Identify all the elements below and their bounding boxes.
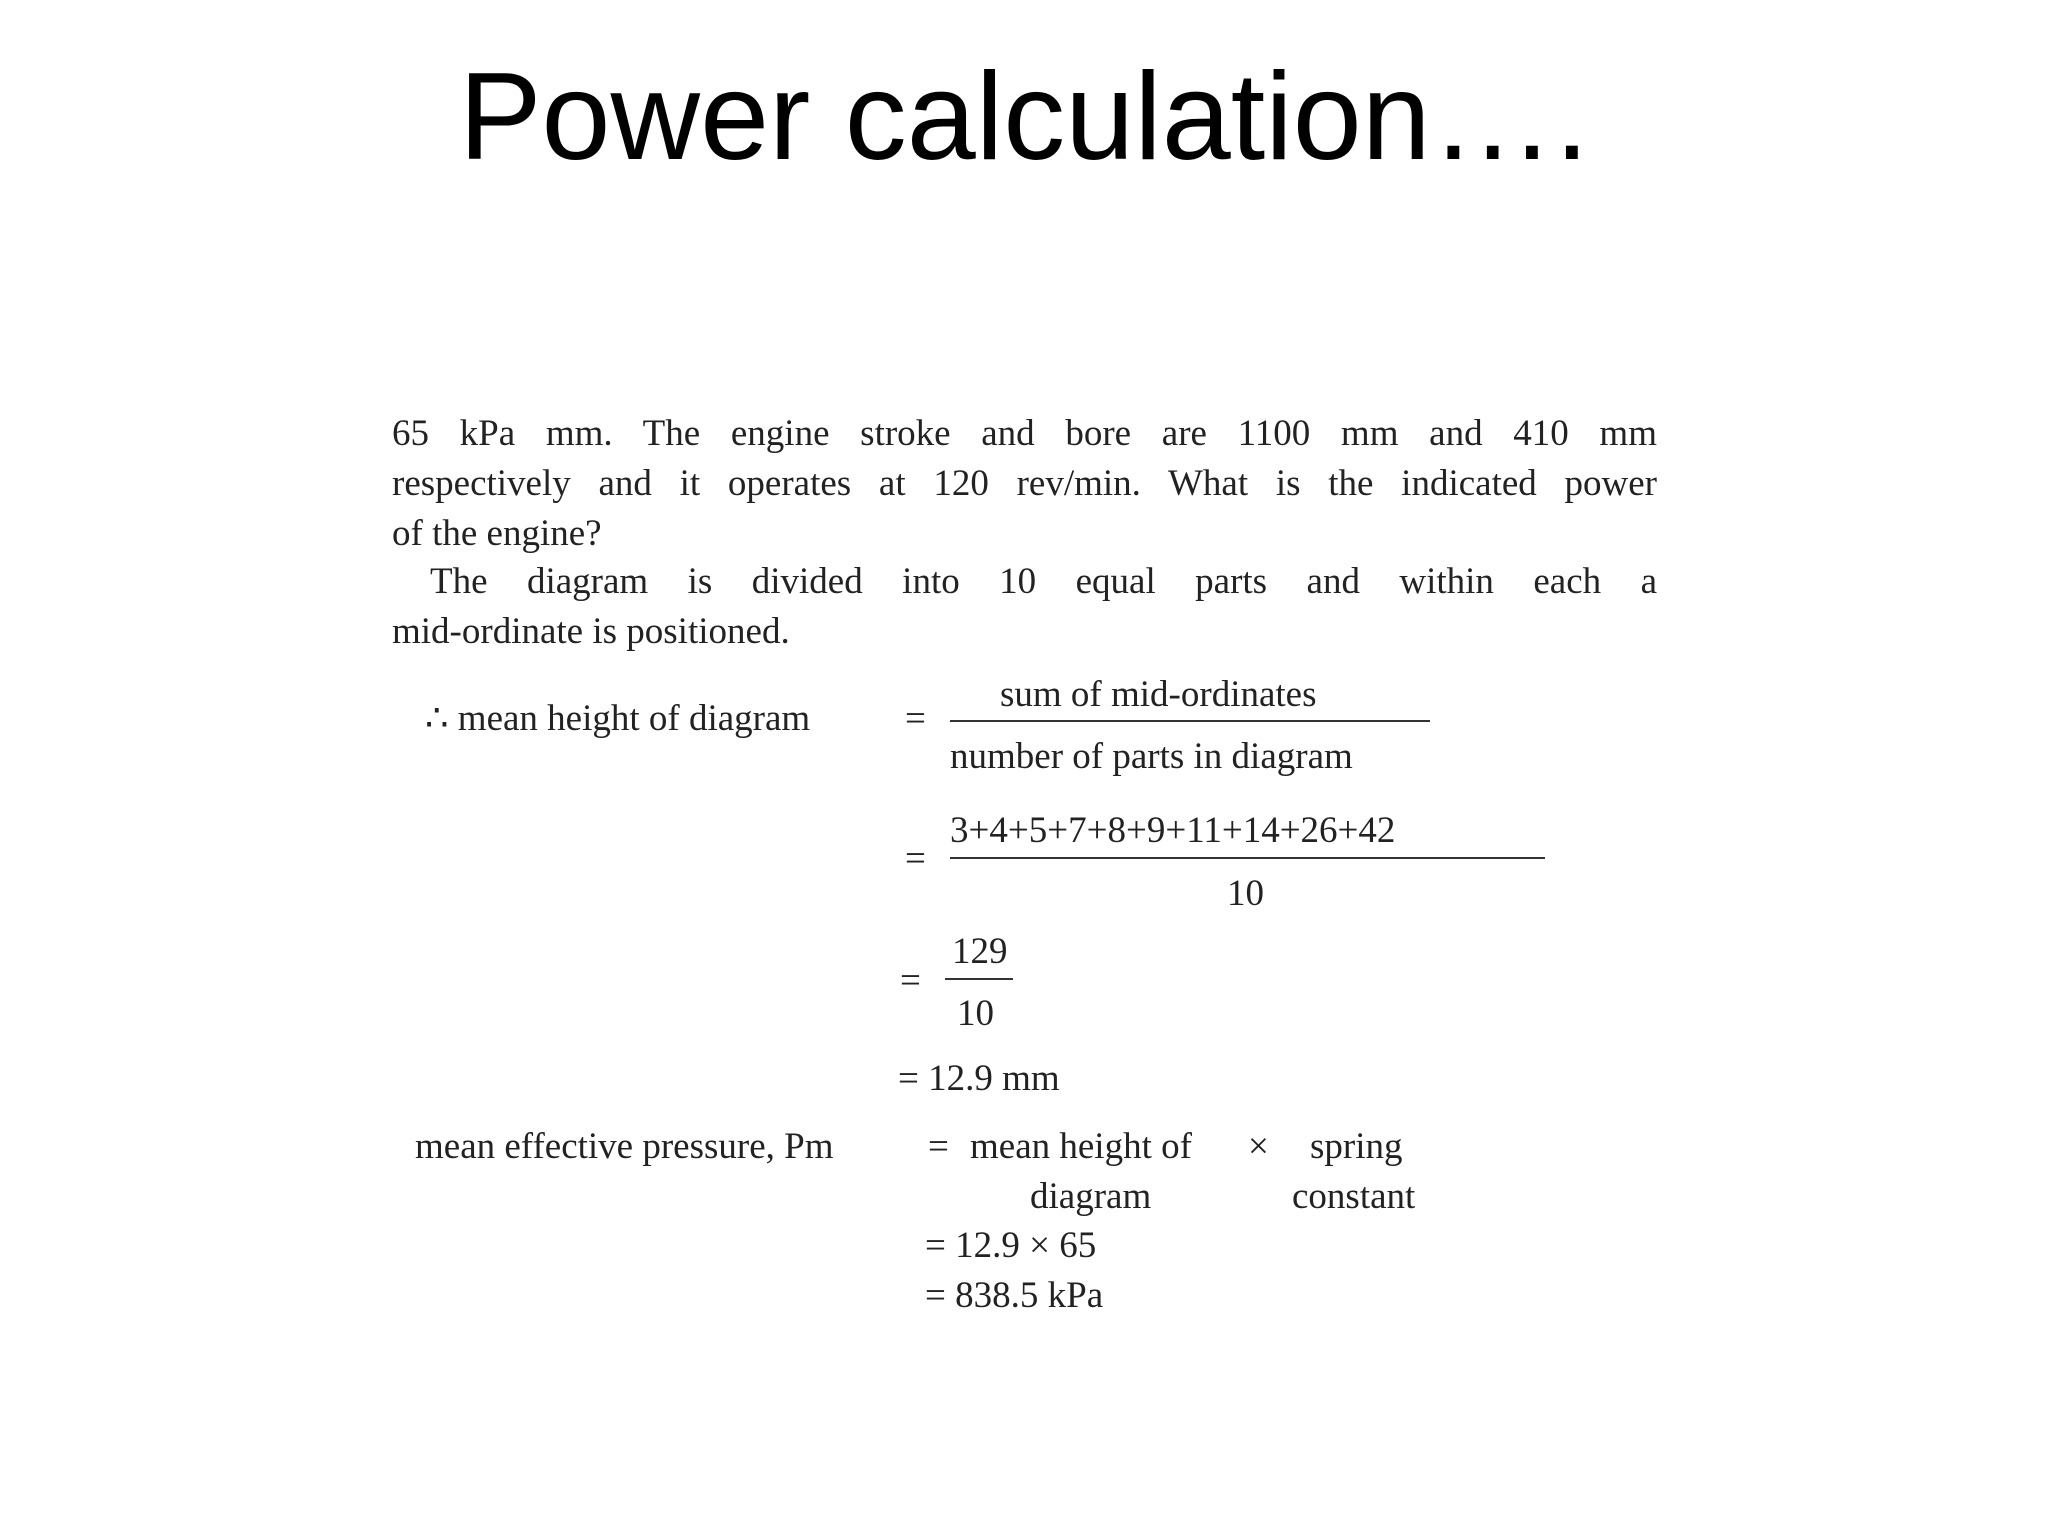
step3-denominator: 10 [957, 993, 994, 1034]
step2-equals: = [905, 838, 926, 879]
paragraph-2-line-2: mid-ordinate is positioned. [392, 611, 790, 652]
step2-numerator: 3+4+5+7+8+9+11+14+26+42 [950, 810, 1396, 851]
step2-denominator: 10 [1227, 873, 1264, 914]
paragraph-1-line-2-text: respectively and it operates at 120 rev/min. What is the indicated power [392, 463, 1657, 504]
mep-label: mean effective pressure, Pm [415, 1126, 834, 1167]
mep-equals: = [928, 1126, 949, 1167]
step3-fraction-bar [945, 978, 1013, 980]
paragraph-1-line-1-text: 65 kPa mm. The engine stroke and bore are 1100 mm and 410 mm [392, 413, 1657, 454]
mep-term2-bottom: constant [1292, 1176, 1416, 1217]
mep-term2-top: spring [1310, 1126, 1403, 1167]
mep-step2: = 12.9 × 65 [925, 1225, 1097, 1266]
mep-times: × [1248, 1126, 1269, 1167]
step2-fraction-bar [950, 857, 1545, 859]
mean-height-result: = 12.9 mm [898, 1058, 1060, 1099]
paragraph-1-line-3: of the engine? [392, 513, 602, 554]
mean-height-label: ∴ mean height of diagram [425, 698, 811, 739]
step3-equals: = [900, 960, 921, 1001]
paragraph-2-line-1-text: The diagram is divided into 10 equal parts and within each a [430, 561, 1657, 602]
paragraph-1-line-1 [392, 415, 1657, 452]
mean-height-numerator: sum of mid-ordinates [1000, 674, 1317, 715]
step3-numerator: 129 [952, 931, 1008, 972]
paragraph-2-line-1 [430, 563, 1657, 600]
mep-step3: = 838.5 kPa [925, 1275, 1104, 1316]
mep-term1-bottom: diagram [1030, 1176, 1152, 1217]
mean-height-equals: = [905, 698, 926, 739]
mean-height-denominator: number of parts in diagram [950, 736, 1353, 777]
mean-height-fraction-bar [950, 720, 1430, 722]
paragraph-1-line-2 [392, 465, 1657, 502]
page-title: Power calculation…. [458, 48, 1590, 186]
mep-term1-top: mean height of [970, 1126, 1192, 1167]
